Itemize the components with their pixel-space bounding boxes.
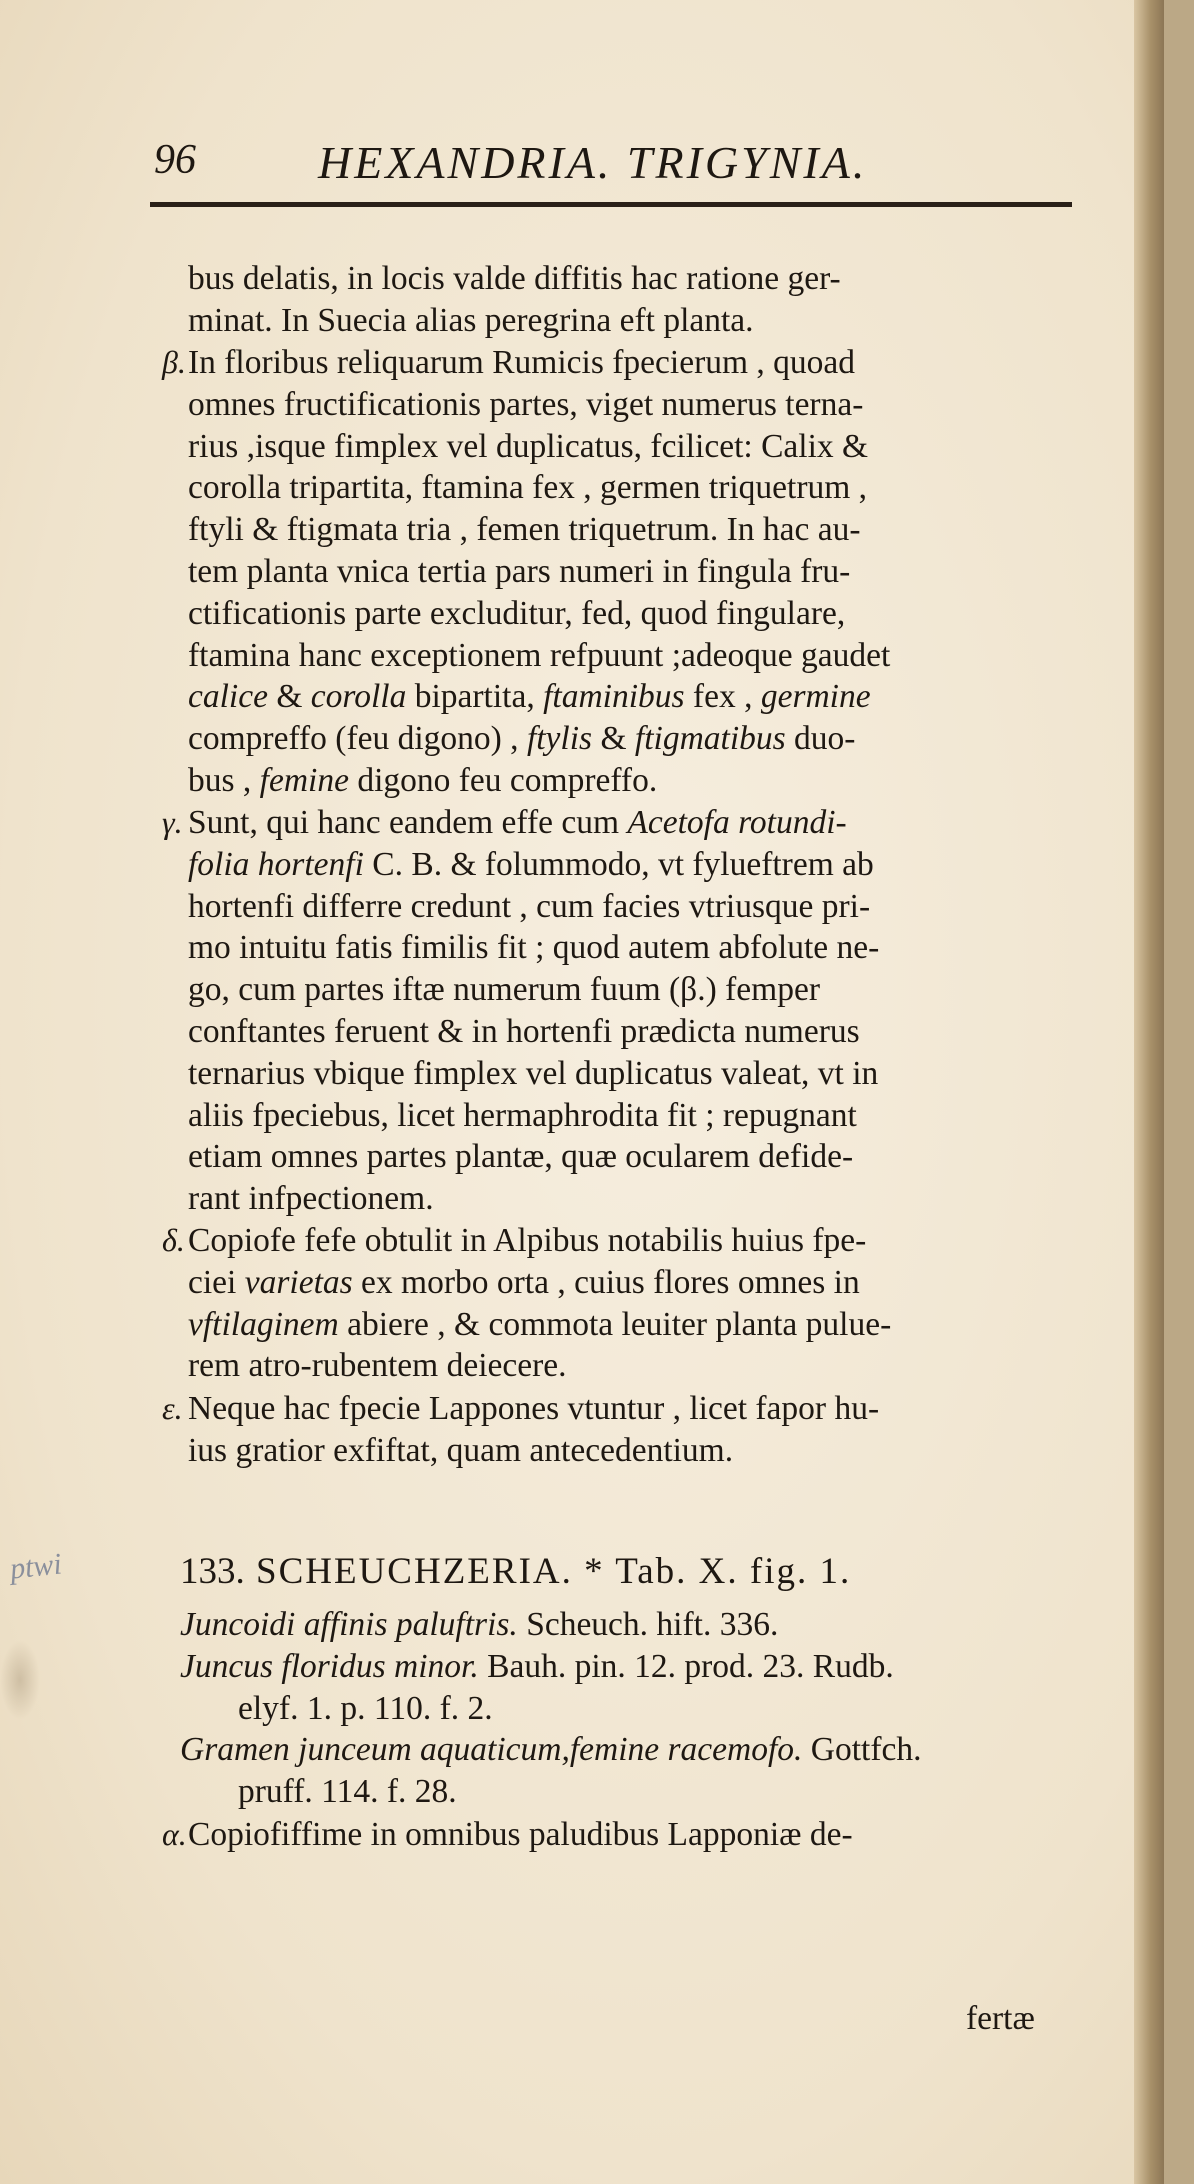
- text-line: etiam omnes partes plantæ, quæ ocularem defide-: [188, 1138, 854, 1176]
- handwritten-margin-note: ptwi: [8, 1547, 64, 1586]
- text-line: bus delatis, in locis valde diffitis hac ratione ger-: [188, 260, 841, 297]
- roman-text: compreffo (feu digono) ,: [188, 720, 527, 758]
- paragraph-continuation: [188, 258, 1068, 342]
- genus-reference: * Tab. X. fig. 1.: [584, 1551, 852, 1592]
- roman-text: duo-: [785, 720, 856, 758]
- genus-name: SCHEUCHZERIA.: [256, 1551, 573, 1592]
- synonym-line: [180, 1604, 1080, 1646]
- roman-text: Bauh. pin. 12. prod. 23. Rudb.: [478, 1647, 894, 1685]
- text-line: Copiofe fefe obtulit in Alpibus notabilis huius fpe-: [188, 1222, 867, 1259]
- text-line: [188, 1262, 1068, 1304]
- text-line: [188, 844, 1068, 886]
- roman-text: C. B. & folummodo, vt fylueftrem ab: [363, 845, 874, 883]
- paragraph-gamma: [162, 802, 1068, 1220]
- italic-text: folia hortenfi: [188, 845, 364, 883]
- paragraph-delta: [162, 1220, 1068, 1387]
- text-line: ius gratior exfiftat, quam antecedentium.: [188, 1431, 734, 1469]
- roman-text: fex ,: [684, 678, 761, 716]
- page-header: [150, 128, 1080, 198]
- italic-text: Juncoidi affinis paluftris.: [180, 1606, 518, 1643]
- roman-text: bus ,: [188, 761, 260, 799]
- paper-stain: [0, 1640, 40, 1720]
- text-line: In floribus reliquarum Rumicis fpecierum , quoad: [188, 344, 856, 381]
- paragraph-marker: ε.: [162, 1390, 183, 1426]
- text-line: ftamina hanc exceptionem refpuunt ;adeoque gaudet: [188, 636, 891, 674]
- roman-text: elyf. 1. p. 110. f. 2.: [238, 1689, 493, 1727]
- synonym-line: [180, 1646, 1080, 1688]
- header-rule: [150, 202, 1072, 207]
- italic-text: Acetofa rotundi-: [627, 804, 847, 841]
- paragraph-marker: β.: [162, 344, 186, 380]
- roman-text: digono feu compreffo.: [348, 761, 658, 799]
- catchword: fertæ: [966, 2000, 1035, 2037]
- roman-text: &: [267, 678, 311, 716]
- paragraph-marker: δ.: [162, 1222, 185, 1258]
- synonym-line: [180, 1688, 1080, 1730]
- text-line: [188, 760, 1068, 802]
- text-line: ftyli & ftigmata tria , femen triquetrum. In hac au-: [188, 511, 861, 549]
- roman-text: Sunt, qui hanc eandem effe cum: [188, 804, 628, 841]
- paragraph-marker: α.: [162, 1816, 187, 1852]
- text-line: rant infpectionem.: [188, 1180, 434, 1218]
- text-line: go, cum partes iftæ numerum fuum (β.) femper: [188, 971, 820, 1009]
- text-line: mo intuitu fatis fimilis fit ; quod autem abfolute ne-: [188, 929, 880, 967]
- text-line: tem planta vnica tertia pars numeri in fingula fru-: [188, 552, 851, 590]
- paragraph-beta: [162, 342, 1068, 802]
- paragraph-marker: γ.: [162, 804, 183, 840]
- running-head: HEXANDRIA. TRIGYNIA.: [318, 137, 868, 188]
- italic-text: Gramen junceum aquaticum,femine racemofo.: [180, 1731, 803, 1769]
- italic-text: ftigmatibus: [634, 720, 786, 758]
- roman-text: Gottfch.: [802, 1731, 922, 1769]
- text-line: conftantes feruent & in hortenfi prædicta numerus: [188, 1012, 860, 1050]
- italic-text: Juncus floridus minor.: [180, 1647, 479, 1685]
- text-line: rem atro-rubentem deiecere.: [188, 1347, 567, 1385]
- roman-text: bipartita,: [406, 678, 544, 716]
- text-line: aliis fpeciebus, licet hermaphrodita fit ; repugnant: [188, 1096, 857, 1134]
- book-spine-shadow: [1134, 0, 1164, 2184]
- roman-text: &: [592, 720, 635, 758]
- text-line: Copiofiffime in omnibus paludibus Lapponiæ de-: [188, 1816, 853, 1853]
- text-line: [188, 802, 1068, 844]
- roman-text: pruff. 114. f. 28.: [238, 1773, 457, 1811]
- roman-text: ex morbo orta , cuius flores omnes in: [352, 1263, 860, 1301]
- italic-text: corolla: [310, 678, 407, 716]
- genus-heading: [180, 1550, 1080, 1593]
- italic-text: calice: [188, 678, 268, 716]
- text-line: rius ,isque fimplex vel duplicatus, fcilicet: Calix &: [188, 427, 869, 465]
- italic-text: ftaminibus: [543, 678, 685, 716]
- italic-text: varietas: [244, 1263, 353, 1301]
- text-line: [188, 676, 1068, 718]
- roman-text: abiere , & commota leuiter planta pulue-: [338, 1305, 892, 1343]
- text-line: hortenfi differre credunt , cum facies vtriusque pri-: [188, 887, 871, 925]
- text-line: [188, 1304, 1068, 1346]
- genus-number: 133.: [180, 1551, 245, 1592]
- text-line: Neque hac fpecie Lappones vtuntur , licet fapor hu-: [188, 1390, 880, 1427]
- synonym-line: [180, 1771, 1080, 1813]
- paragraph-alpha: [162, 1814, 1068, 1856]
- italic-text: ftylis: [526, 720, 593, 758]
- paragraph-epsilon: [162, 1388, 1068, 1472]
- italic-text: germine: [760, 678, 871, 716]
- text-line: minat. In Suecia alias peregrina eft planta.: [188, 301, 754, 339]
- page-number: 96: [154, 137, 196, 183]
- italic-text: vftilaginem: [188, 1305, 339, 1343]
- synonym-line: [180, 1729, 1080, 1771]
- roman-text: Scheuch. hift. 336.: [517, 1606, 779, 1643]
- text-line: [188, 718, 1068, 760]
- text-line: ternarius vbique fimplex vel duplicatus valeat, vt in: [188, 1054, 879, 1092]
- roman-text: ciei: [188, 1263, 245, 1301]
- text-line: corolla tripartita, ftamina fex , germen triquetrum ,: [188, 469, 868, 507]
- text-line: ctificationis parte excluditur, fed, quod fingulare,: [188, 594, 846, 632]
- text-line: omnes fructificationis partes, viget numerus terna-: [188, 385, 864, 423]
- italic-text: femine: [259, 761, 349, 799]
- synonym-list: [180, 1604, 1080, 1813]
